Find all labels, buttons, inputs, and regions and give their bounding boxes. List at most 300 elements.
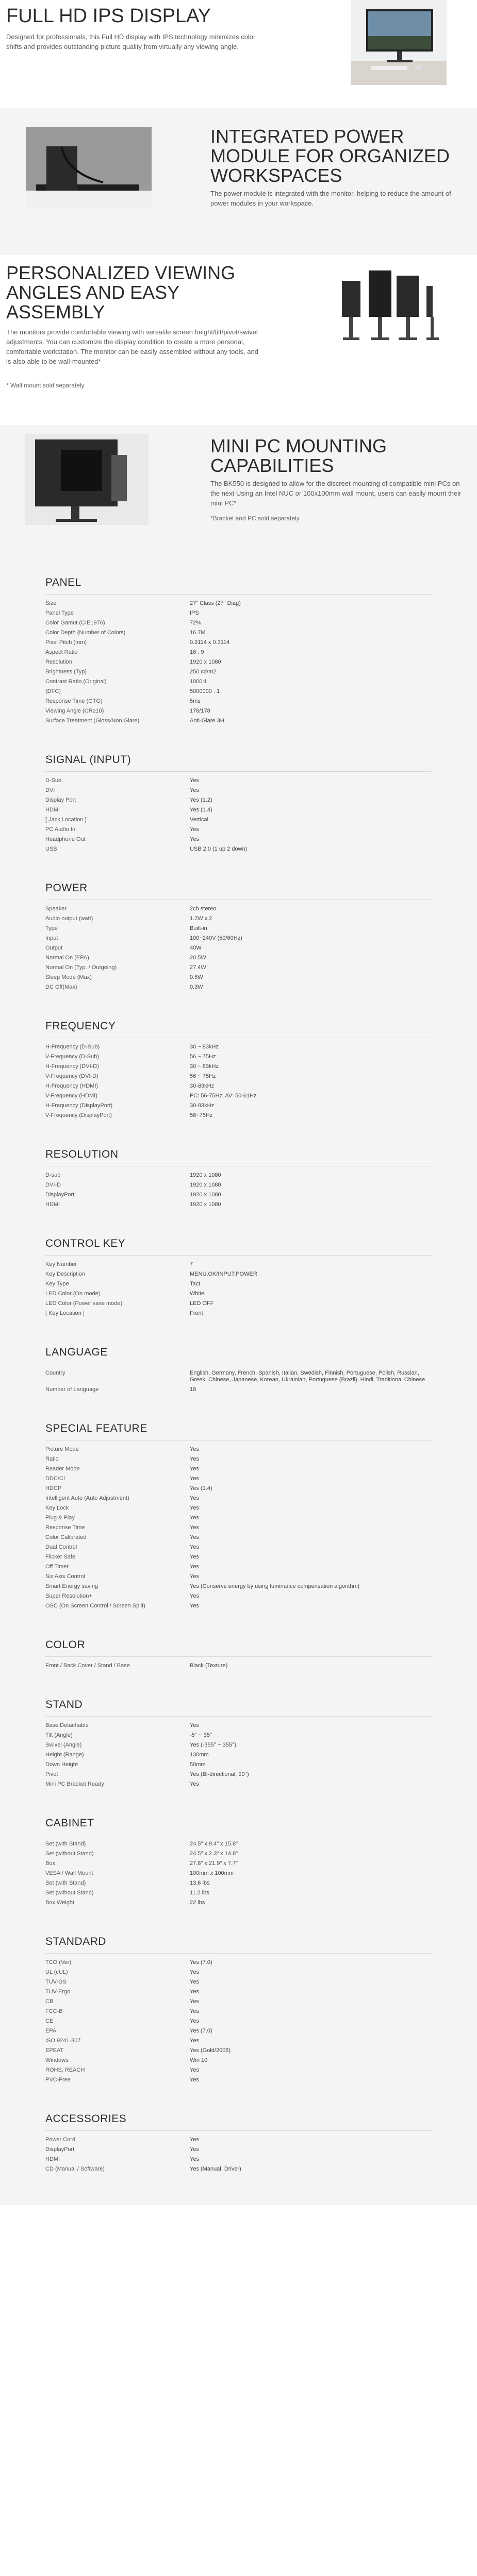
spec-table — [45, 2135, 432, 2174]
spec-value: Yes — [190, 1495, 199, 1501]
spec-key: TCO (Ver) — [45, 1959, 72, 1965]
spec-section-stand — [0, 1686, 477, 1789]
spec-row — [45, 1200, 432, 1210]
spec-section-signal-input — [0, 741, 477, 854]
spec-key: Height (Range) — [45, 1752, 84, 1758]
spec-section-title: CABINET — [45, 1805, 432, 1835]
spec-row — [45, 599, 432, 608]
spec-key: Response Time — [45, 1524, 85, 1531]
spec-key: ROHS, REACH — [45, 2067, 85, 2073]
spec-value: Yes — [190, 1505, 199, 1511]
spec-key: Box Weight — [45, 1900, 75, 1906]
spec-value: MENU,OK/INPUT,POWER — [190, 1271, 257, 1277]
spec-key: Intelligent Auto (Auto Adjustment) — [45, 1495, 129, 1501]
spec-row — [45, 1062, 432, 1072]
viewing-title-line2: ANGLES AND EASY — [6, 282, 180, 303]
spec-row — [45, 835, 432, 844]
spec-key: Type — [45, 925, 58, 931]
spec-value: 30-83kHz — [190, 1103, 215, 1109]
spec-table — [45, 1721, 432, 1789]
minipc-feature-band — [0, 425, 477, 564]
spec-section-standard — [0, 1923, 477, 2085]
spec-value: 0.5W — [190, 974, 203, 980]
spec-row — [45, 1474, 432, 1484]
spec-key: HDMI — [45, 2156, 60, 2162]
spec-table — [45, 1260, 432, 1318]
spec-row — [45, 2164, 432, 2174]
spec-value: Yes — [190, 777, 199, 784]
spec-row — [45, 1072, 432, 1081]
spec-key: Flicker Safe — [45, 1554, 76, 1560]
spec-key: D-sub — [45, 1172, 61, 1178]
spec-value: 40W — [190, 945, 202, 951]
spec-value: Vertical — [190, 817, 209, 823]
spec-value: 22 lbs — [190, 1900, 205, 1906]
spec-value: 1920 x 1080 — [190, 659, 221, 665]
spec-value: 16.7M — [190, 630, 206, 636]
spec-key: Sleep Mode (Max) — [45, 974, 92, 980]
spec-value: Yes (-355° ~ 355°) — [190, 1742, 237, 1748]
spec-key: VESA / Wall Mount — [45, 1870, 93, 1876]
spec-key: Pixel Pitch (mm) — [45, 639, 87, 646]
spec-value: Front — [190, 1310, 203, 1316]
spec-row — [45, 1968, 432, 1977]
spec-row — [45, 786, 432, 795]
spec-value: Anti-Glare 3H — [190, 718, 224, 724]
spec-table — [45, 1958, 432, 2085]
spec-key: V-Frequency (DisplayPort) — [45, 1112, 112, 1118]
spec-row — [45, 1760, 432, 1770]
spec-row — [45, 1368, 432, 1385]
spec-key: H-Frequency (DVI-D) — [45, 1063, 99, 1070]
spec-section-special-feature — [0, 1410, 477, 1611]
spec-row — [45, 1101, 432, 1111]
spec-key: Set (without Stand) — [45, 1851, 94, 1857]
spec-section-title: RESOLUTION — [45, 1136, 432, 1166]
spec-section-resolution — [0, 1136, 477, 1210]
spec-value: 1920 x 1080 — [190, 1182, 221, 1188]
spec-row — [45, 2065, 432, 2075]
spec-section-title: ACCESSORIES — [45, 2100, 432, 2131]
spec-value: Yes — [190, 1554, 199, 1560]
spec-value: Yes — [190, 1564, 199, 1570]
spec-row — [45, 1839, 432, 1849]
spec-row — [45, 1454, 432, 1464]
spec-section-title: STANDARD — [45, 1923, 432, 1954]
spec-key: Resolution — [45, 659, 72, 665]
spec-value: Yes — [190, 1515, 199, 1521]
spec-key: Plug & Play — [45, 1515, 75, 1521]
spec-value: Yes (1.4) — [190, 1485, 212, 1492]
spec-key: Reader Mode — [45, 1466, 80, 1472]
spec-value: Yes — [190, 2038, 199, 2044]
spec-value: Yes — [190, 1524, 199, 1531]
viewing-title-line3: ASSEMBLY — [6, 301, 105, 323]
spec-row — [45, 1299, 432, 1309]
spec-value: Yes — [190, 1781, 199, 1787]
spec-key: H-Frequency (DisplayPort) — [45, 1103, 113, 1109]
spec-key: Headphone Out — [45, 836, 86, 842]
spec-key: Dual Control — [45, 1544, 77, 1550]
spec-row — [45, 667, 432, 677]
spec-row — [45, 844, 432, 854]
spec-row — [45, 1731, 432, 1740]
spec-key: DVI — [45, 787, 55, 793]
spec-key: LED Color (On mode) — [45, 1291, 101, 1297]
spec-key: Box — [45, 1860, 55, 1867]
spec-value: Yes — [190, 836, 199, 842]
spec-row — [45, 973, 432, 982]
spec-row — [45, 1111, 432, 1121]
spec-key: [ Jack Location ] — [45, 817, 87, 823]
spec-table — [45, 1445, 432, 1611]
spec-row — [45, 1997, 432, 2007]
spec-value: Yes — [190, 1456, 199, 1462]
spec-row — [45, 657, 432, 667]
spec-table — [45, 904, 432, 992]
spec-row — [45, 1464, 432, 1474]
spec-row — [45, 1958, 432, 1968]
spec-value: -5° ~ 35° — [190, 1732, 212, 1738]
spec-row — [45, 2135, 432, 2145]
spec-section-title: SIGNAL (INPUT) — [45, 741, 432, 772]
spec-key: Country — [45, 1370, 65, 1376]
spec-value: Yes — [190, 2077, 199, 2083]
spec-section-title: PANEL — [45, 564, 432, 595]
spec-key: Super Resolution+ — [45, 1593, 92, 1599]
spec-value: Yes — [190, 826, 199, 833]
spec-value: 130mm — [190, 1752, 209, 1758]
spec-row — [45, 1289, 432, 1299]
spec-key: HDMI — [45, 807, 60, 813]
spec-row — [45, 1601, 432, 1611]
minipc-feature-title — [210, 436, 387, 476]
spec-value: Built-in — [190, 925, 207, 931]
spec-key: HDCP — [45, 1485, 62, 1492]
spec-table — [45, 776, 432, 854]
spec-value: Yes — [190, 2156, 199, 2162]
minipc-title-line2: CAPABILITIES — [210, 455, 334, 476]
viewing-feature-text: The monitors provide comfortable viewing with versatile screen height/tilt/pivot/swivel adjustments. You can customize the display condition to create a more personal, comfortable workstation. The monitor can be easily assembled without any tools, and is also able to be wall-mounted* — [6, 328, 258, 365]
spec-row — [45, 1562, 432, 1572]
spec-row — [45, 716, 432, 726]
spec-row — [45, 2036, 432, 2046]
spec-key: TUV-Ergo — [45, 1989, 71, 1995]
spec-row — [45, 914, 432, 924]
spec-row — [45, 1572, 432, 1582]
spec-value: Yes — [190, 787, 199, 793]
spec-key: Brightness (Typ) — [45, 669, 87, 675]
spec-value: Tact — [190, 1281, 201, 1287]
spec-key: Swivel (Angle) — [45, 1742, 82, 1748]
spec-key: Color Depth (Number of Colors) — [45, 630, 126, 636]
spec-row — [45, 1091, 432, 1101]
spec-value: Win 10 — [190, 2057, 208, 2063]
spec-section-cabinet — [0, 1805, 477, 1908]
spec-key: LED Color (Power save mode) — [45, 1300, 123, 1307]
spec-row — [45, 1721, 432, 1731]
spec-row — [45, 815, 432, 825]
spec-value: 18 — [190, 1386, 196, 1393]
power-feature-text: The power module is integrated with the monitor, helping to reduce the amount of power modules in your workspace. — [210, 190, 451, 207]
spec-value: 7 — [190, 1261, 193, 1267]
spec-section-control-key — [0, 1225, 477, 1318]
spec-value: 30 ~ 83kHz — [190, 1063, 219, 1070]
spec-key: DC Off(Max) — [45, 984, 77, 990]
spec-key: Number of Language — [45, 1386, 99, 1393]
spec-key: Set (with Stand) — [45, 1880, 86, 1886]
spec-key: Viewing Angle (CR≥10) — [45, 708, 104, 714]
spec-section-title: CONTROL KEY — [45, 1225, 432, 1256]
spec-key: Key Description — [45, 1271, 86, 1277]
spec-row — [45, 1042, 432, 1052]
spec-key: Contrast Ratio (Original) — [45, 679, 107, 685]
spec-value: 27" Class (27" Diag) — [190, 600, 241, 606]
spec-value: LED OFF — [190, 1300, 214, 1307]
spec-row — [45, 1385, 432, 1395]
spec-value: Yes — [190, 2018, 199, 2024]
spec-value: USB 2.0 (1 up 2 down) — [190, 846, 248, 852]
spec-value: Yes — [190, 1989, 199, 1995]
spec-value: English, Germany, French, Spanish, Italian, Swedish, Finnish, Portuguese, Polish, Russian, Greek, Chinese, Japanese, Korean, Ukrainian, Portuguese (Brazil), Hindi, Traditional Chinese — [190, 1370, 425, 1383]
spec-sheet — [0, 564, 477, 2205]
spec-value: 50mm — [190, 1761, 206, 1768]
spec-row — [45, 2056, 432, 2065]
spec-row — [45, 706, 432, 716]
spec-value: Yes — [190, 1593, 199, 1599]
spec-table — [45, 1661, 432, 1671]
spec-row — [45, 1661, 432, 1671]
spec-key: EPA — [45, 2028, 57, 2034]
spec-value: 56~75Hz — [190, 1112, 213, 1118]
spec-value: 5000000 : 1 — [190, 688, 220, 694]
spec-row — [45, 943, 432, 953]
monitor-desk-image — [351, 0, 447, 85]
spec-row — [45, 1888, 432, 1898]
spec-key: Windows — [45, 2057, 69, 2063]
spec-key: H-Frequency (D-Sub) — [45, 1044, 100, 1050]
spec-key: Response Time (GTG) — [45, 698, 103, 704]
spec-value: Yes — [190, 1573, 199, 1580]
spec-key: Input — [45, 935, 58, 941]
spec-value: Yes — [190, 1979, 199, 1985]
power-title-line1: INTEGRATED POWER — [210, 126, 404, 147]
spec-row — [45, 1740, 432, 1750]
spec-value: 5ms — [190, 698, 201, 704]
spec-value: 27.8" x 21.9" x 7.7" — [190, 1860, 238, 1867]
spec-value: 250 cd/m2 — [190, 669, 217, 675]
spec-row — [45, 982, 432, 992]
spec-row — [45, 1279, 432, 1289]
spec-key: TUV-GS — [45, 1979, 67, 1985]
spec-row — [45, 904, 432, 914]
spec-value: Yes — [190, 2067, 199, 2073]
spec-value: 1.2W x 2 — [190, 916, 212, 922]
spec-row — [45, 1898, 432, 1908]
spec-row — [45, 924, 432, 934]
spec-key: DisplayPort — [45, 2146, 75, 2153]
spec-key: H-Frequency (HDMI) — [45, 1083, 98, 1089]
spec-key: Color Calibrated — [45, 1534, 87, 1540]
spec-value: 2ch stereo — [190, 906, 217, 912]
spec-key: CE — [45, 2018, 54, 2024]
spec-value: 16 : 9 — [190, 649, 204, 655]
spec-section-language — [0, 1334, 477, 1395]
spec-section-accessories — [0, 2100, 477, 2174]
spec-value: 56 ~ 75Hz — [190, 1054, 216, 1060]
spec-row — [45, 1591, 432, 1601]
spec-row — [45, 1543, 432, 1552]
spec-key: Off Timer — [45, 1564, 69, 1570]
spec-value: 20.5W — [190, 955, 206, 961]
spec-value: 56 ~ 75Hz — [190, 1073, 216, 1079]
spec-key: Key Type — [45, 1281, 69, 1287]
spec-value: 0.3114 x 0.3114 — [190, 639, 230, 646]
spec-value: Yes — [190, 2146, 199, 2153]
spec-section-title: POWER — [45, 870, 432, 900]
spec-value: Yes (Conserve energy by using luminance compensation algorithm) — [190, 1583, 360, 1589]
spec-key: Speaker — [45, 906, 67, 912]
power-module-image — [26, 127, 152, 208]
spec-row — [45, 1582, 432, 1591]
spec-key: DVI-D — [45, 1182, 61, 1188]
spec-row — [45, 776, 432, 786]
viewing-feature-band — [0, 255, 477, 425]
spec-row — [45, 2046, 432, 2056]
minipc-mount-image — [25, 434, 149, 525]
viewing-feature-title — [6, 263, 235, 322]
viewing-title-line1: PERSONALIZED VIEWING — [6, 262, 236, 283]
spec-row — [45, 1849, 432, 1859]
spec-row — [45, 648, 432, 657]
spec-row — [45, 628, 432, 638]
spec-section-panel — [0, 564, 477, 726]
spec-key: Base Detachable — [45, 1722, 89, 1728]
spec-row — [45, 1171, 432, 1180]
spec-value: Yes (Gold/2006) — [190, 2047, 231, 2054]
spec-value: Yes — [190, 1603, 199, 1609]
spec-section-power — [0, 870, 477, 992]
spec-row — [45, 2145, 432, 2155]
spec-table — [45, 1042, 432, 1121]
spec-value: IPS — [190, 610, 199, 616]
spec-key: Size — [45, 600, 57, 606]
spec-row — [45, 805, 432, 815]
spec-row — [45, 1190, 432, 1200]
spec-row — [45, 1552, 432, 1562]
spec-key: USB — [45, 846, 57, 852]
spec-value: Yes — [190, 2137, 199, 2143]
spec-value: 0.3W — [190, 984, 203, 990]
spec-value: Yes — [190, 1722, 199, 1728]
spec-table — [45, 1368, 432, 1395]
spec-key: Normal On (EPA) — [45, 955, 89, 961]
spec-key: Front / Back Cover / Stand / Base — [45, 1663, 130, 1669]
spec-row — [45, 1503, 432, 1513]
spec-key: V-Frequency (HDMI) — [45, 1093, 97, 1099]
spec-key: (DFC) — [45, 688, 61, 694]
spec-table — [45, 599, 432, 726]
spec-key: Key Number — [45, 1261, 77, 1267]
spec-value: Yes (Manual, Driver) — [190, 2166, 241, 2172]
spec-row — [45, 677, 432, 687]
power-feature-band — [0, 108, 477, 255]
spec-key: CD (Manual / Software) — [45, 2166, 105, 2172]
spec-value: 100mm x 100mm — [190, 1870, 234, 1876]
spec-row — [45, 1513, 432, 1523]
spec-value: 1920 x 1080 — [190, 1192, 221, 1198]
ips-feature-band — [0, 0, 477, 89]
spec-key: Picture Mode — [45, 1446, 79, 1452]
monitor-adjustment-image — [338, 260, 446, 355]
spec-row — [45, 1987, 432, 1997]
spec-key: DDC/CI — [45, 1476, 65, 1482]
spec-row — [45, 1878, 432, 1888]
spec-key: Mini PC Bracket Ready — [45, 1781, 104, 1787]
spec-row — [45, 687, 432, 697]
spec-row — [45, 1859, 432, 1869]
spec-row — [45, 1523, 432, 1533]
spec-row — [45, 697, 432, 706]
spec-value: 1920 x 1080 — [190, 1201, 221, 1208]
spec-value: PC: 56-75Hz, AV: 50-61Hz — [190, 1093, 257, 1099]
spec-row — [45, 2026, 432, 2036]
spec-row — [45, 1309, 432, 1318]
spec-value: 30-83kHz — [190, 1083, 215, 1089]
spec-section-color — [0, 1626, 477, 1671]
spec-key: Panel Type — [45, 610, 74, 616]
spec-value: Yes — [190, 1969, 199, 1975]
spec-key: Display Port — [45, 797, 76, 803]
spec-section-title: STAND — [45, 1686, 432, 1717]
spec-row — [45, 934, 432, 943]
spec-value: Yes — [190, 1476, 199, 1482]
spec-value: Yes — [190, 1466, 199, 1472]
spec-key: D-Sub — [45, 777, 62, 784]
spec-key: FCC-B — [45, 2008, 63, 2014]
spec-value: 27.4W — [190, 964, 206, 971]
spec-row — [45, 1494, 432, 1503]
spec-row — [45, 2155, 432, 2164]
spec-key: Smart Energy saving — [45, 1583, 98, 1589]
spec-key: Set (with Stand) — [45, 1841, 86, 1847]
spec-value: 13.6 lbs — [190, 1880, 210, 1886]
spec-value: 30 ~ 83kHz — [190, 1044, 219, 1050]
spec-key: Pivot — [45, 1771, 58, 1777]
spec-key: CB — [45, 1998, 54, 2005]
spec-key: Down Height — [45, 1761, 78, 1768]
spec-key: PVC-Free — [45, 2077, 71, 2083]
spec-row — [45, 1780, 432, 1789]
spec-key: Output — [45, 945, 63, 951]
spec-row — [45, 1052, 432, 1062]
spec-row — [45, 2075, 432, 2085]
spec-value: Yes (1.4) — [190, 807, 212, 813]
spec-key: Audio output (watt) — [45, 916, 93, 922]
spec-key: Normal On (Typ. / Outgoing) — [45, 964, 117, 971]
spec-value: White — [190, 1291, 205, 1297]
spec-value: 1000:1 — [190, 679, 207, 685]
minipc-feature-text: The BK550 is designed to allow for the discreet mounting of compatible mini PCs on the next Using an Intel NUC or 100x100mm wall mount, users can easily mount their mini PC* — [210, 480, 462, 507]
spec-row — [45, 963, 432, 973]
spec-key: Tilt (Angle) — [45, 1732, 73, 1738]
spec-key: Key Lock — [45, 1505, 69, 1511]
spec-key: Ratio — [45, 1456, 59, 1462]
spec-key: V-Frequency (DVI-D) — [45, 1073, 98, 1079]
spec-key: UL (cUL) — [45, 1969, 68, 1975]
spec-row — [45, 1533, 432, 1543]
spec-key: ISO 9241-307 — [45, 2038, 81, 2044]
